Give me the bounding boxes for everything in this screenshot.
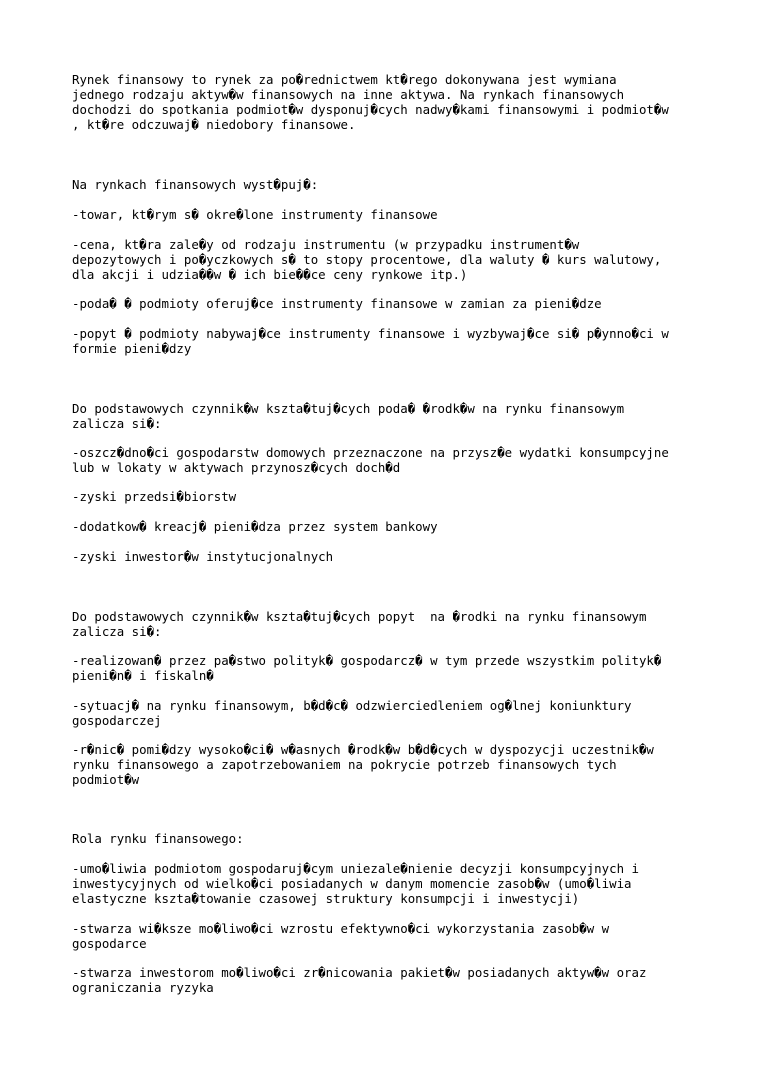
section-heading-market-role: Rola rynku finansowego: <box>72 831 244 846</box>
list-item-efficiency: -stwarza wi�ksze mo�liwo�ci wzrostu efektywno�ci wykorzystania zasob�w w gospodarce <box>72 921 610 951</box>
list-item-company-profits: -zyski przedsi�biorstw <box>72 489 237 504</box>
list-item-funds-difference: -r�nic� pomi�dzy wysoko�ci� w�asnych �rodk�w b�d�cych w dyspozycji uczestnik�w rynku finansowego a zapotrzebowaniem na pokrycie potrzeb finansowych tych podmiot�w <box>72 742 654 787</box>
list-item-supply: -poda� � podmioty oferuj�ce instrumenty finansowe w zamian za pieni�dze <box>72 296 602 311</box>
section-heading-demand-factors: Do podstawowych czynnik�w kszta�tuj�cych popyt na �rodki na rynku finansowym zalicza si�: <box>72 609 647 639</box>
list-item-market-situation: -sytuacj� na rynku finansowym, b�d�c� odzwierciedleniem og�lnej koniunktury gospodarczej <box>72 698 632 728</box>
intro-paragraph: Rynek finansowy to rynek za po�rednictwem kt�rego dokonywana jest wymiana jednego rodzaju aktyw�w finansowych na inne aktywa. Na rynkach finansowych dochodzi do spotkania podmiot�w dysponuj�cych nadwy�kami finansowymi i podmiot�w , kt�re odczuwaj� niedobory finansowe. <box>72 72 669 132</box>
list-item-state-policy: -realizowan� przez pa�stwo polityk� gospodarcz� w tym przede wszystkim polityk� pieni�n� i fiskaln� <box>72 653 662 683</box>
list-item-diversification: -stwarza inwestorom mo�liwo�ci zr�nicowania pakiet�w posiadanych aktyw�w oraz ograniczania ryzyka <box>72 965 647 995</box>
list-item-price: -cena, kt�ra zale�y od rodzaju instrumentu (w przypadku instrument�w depozytowych i po�yczkowych s� to stopy procentowe, dla waluty � kurs walutowy, dla akcji i udzia��w � ich bie��ce ceny rynkowe itp.) <box>72 237 662 282</box>
section-heading-supply-factors: Do podstawowych czynnik�w kszta�tuj�cych poda� �rodk�w na rynku finansowym zalicza si�: <box>72 401 625 431</box>
list-item-investor-profits: -zyski inwestor�w instytucjonalnych <box>72 549 334 564</box>
list-item-household-savings: -oszcz�dno�ci gospodarstw domowych przeznaczone na przysz�e wydatki konsumpcyjne lub w lokaty w aktywach przynosz�cych doch�d <box>72 445 669 475</box>
list-item-independence: -umo�liwia podmiotom gospodaruj�cym uniezale�nienie decyzji konsumpcyjnych i inwestycyjnych od wielko�ci posiadanych w danym momencie zasob�w (umo�liwia elastyczne kszta�towanie czasowej struktury konsumpcji i inwestycji) <box>72 861 639 906</box>
list-item-money-creation: -dodatkow� kreacj� pieni�dza przez system bankowy <box>72 519 438 534</box>
section-heading-market-elements: Na rynkach finansowych wyst�puj�: <box>72 177 319 192</box>
list-item-demand: -popyt � podmioty nabywaj�ce instrumenty finansowe i wyzbywaj�ce si� p�ynno�ci w formie pieni�dzy <box>72 326 669 356</box>
list-item-goods: -towar, kt�rym s� okre�lone instrumenty finansowe <box>72 207 438 222</box>
